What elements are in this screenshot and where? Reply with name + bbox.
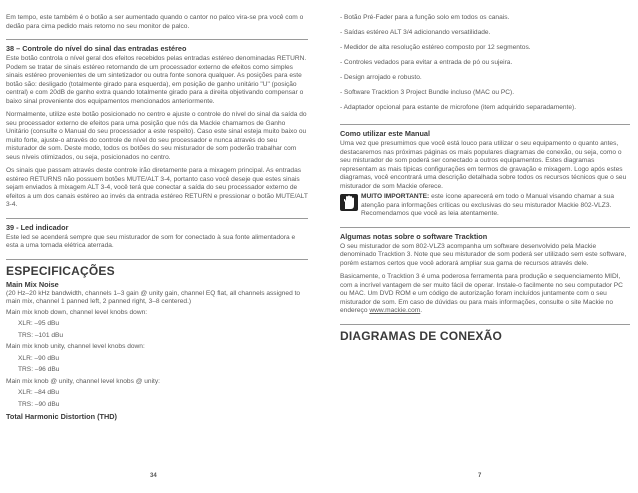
- important-note-label: MUITO IMPORTANTE:: [361, 193, 430, 200]
- page-number-left: 34: [150, 473, 157, 479]
- feature-item: - Adaptador opcional para estante de microfone (item adquirido separadamente).: [340, 104, 577, 111]
- section-divider: [340, 124, 630, 125]
- hand-icon: [340, 194, 358, 211]
- tracktion-section-title: Algumas notas sobre o software Tracktion: [340, 231, 488, 241]
- thd-title: Total Harmonic Distortion (THD): [6, 412, 117, 421]
- feature-item: - Medidor de alta resolução estéreo composto por 12 segmentos.: [340, 44, 531, 51]
- section-39-title: 39 - Led indicador: [6, 222, 69, 232]
- section-39-paragraph: Este led se acenderá sempre que seu misturador de som for conectado à sua fonte alimentadora e esta a uma tomada elétrica aterrada.: [6, 233, 296, 249]
- main-mix-noise-title: Main Mix Noise: [6, 279, 59, 289]
- spec-line: Main mix knob down, channel level knobs down:: [6, 308, 148, 316]
- left-column: [6, 14, 308, 422]
- feature-item: - Botão Pré-Fader para a função solo em todos os canais.: [340, 14, 510, 21]
- important-note-text: [361, 193, 630, 219]
- important-note-body: este ícone aparecerá em todo o Manual visando chamar a sua atenção para informações críticas ou exclusivas do seu misturador Mackie 802-VLZ3. Recomendamos que você as leia atentamente.: [361, 193, 615, 217]
- section-38-paragraph-1: Este botão controla o nível geral dos efeitos recebidos pelas entradas estéreo denominadas RETURN. Podem se tratar de sinais estéreo retornando de um processador externo de efeitos como simples sinais estéreo provenientes de um sintetizador ou outra fonte sonora qualquer. As posições para este botão são: desligado (totalmente girado para esquerda), em posição de ganho unitário "U" (posição central) e com 20dB de ganho extra quando totalmente girado para a direita objetivando compensar o baixo sinal proveniente dos equipamentos mencionados anteriormente.: [6, 55, 307, 105]
- feature-item: - Software Tracktion 3 Project Bundle incluso (MAC ou PC).: [340, 89, 515, 96]
- feature-list: [340, 14, 630, 113]
- feature-item: - Saídas estéreo ALT 3/4 adicionando versatilidade.: [340, 29, 491, 36]
- spec-value-trs: TRS: –90 dBu: [18, 400, 60, 408]
- tracktion-paragraph-2-end: .: [420, 307, 423, 314]
- section-38-paragraph-2: Normalmente, utilize este botão posicionado no centro e ajuste o controle do nível do sinal da saída do seu processador externo de efeitos para uma posição que nós da Mackie chamamos de Ganho Unitário (consulte o Manual do seu processador a este respeito). Caso este sinal esteja muito baixo ou muito forte, ajuste-o através do controle de nível do seu processador e nunca através do seu misturador de som. Deste modo, todos os botões do seu misturador de som poderão trabalhar com seus níveis otimizados, ou seja, posicionados no centro.: [6, 111, 307, 161]
- manual-paragraph: Uma vez que presumimos que você está louco para utilizar o seu equipamento o quanto antes, destacaremos nas próximas páginas os mais populares diagramas de conexão, ou seja, como o seu misturador de som poderá ser conectado a outros equipamentos. Estes diagramas representam as mais típicas configurações em termos de gravação e mixagem. Logo após estes diagramas, você encontrará uma descrição detalhada sobre todos os recursos técnicos que o seu misturador de som Mackie oferece.: [340, 140, 627, 190]
- tracktion-paragraph-1: O seu misturador de som 802-VLZ3 acompanha um software desenvolvido pela Mackie denominado Tracktion 3. Note que seu misturador de som poderá ser utilizado sem este software, porém estamos certos que você adorará ampliar sua gama de recursos através dele.: [340, 242, 627, 267]
- important-note: [340, 193, 630, 219]
- connection-diagrams-heading: DIAGRAMAS DE CONEXÃO: [340, 328, 503, 343]
- spec-value-trs: TRS: –96 dBu: [18, 366, 60, 373]
- section-divider: [340, 227, 630, 228]
- tracktion-paragraph-2: [340, 273, 630, 316]
- spec-line: Main mix knob @ unity, channel level knobs @ unity:: [6, 377, 161, 385]
- intro-paragraph: Em tempo, este também é o botão a ser aumentado quando o cantor no palco vira-se pra você com o dedão para cima pedido mais retorno no seu monitor de palco.: [6, 14, 304, 30]
- section-divider: [6, 39, 308, 40]
- main-mix-noise-description: (20 Hz–20 kHz bandwidth, channels 1–3 gain @ unity gain, channel EQ flat, all channels assigned to main mix, channel 1 panned left, 2 panned right, 3–8 centered.): [6, 289, 301, 305]
- right-column: [340, 14, 630, 343]
- section-divider: [6, 259, 308, 260]
- feature-item: - Design arrojado e robusto.: [340, 74, 422, 81]
- spec-value-xlr: XLR: –90 dBu: [18, 354, 60, 362]
- spec-value-trs: TRS: –101 dBu: [18, 331, 64, 339]
- specifications-heading: ESPECIFICAÇÕES: [6, 263, 115, 278]
- spec-line: Main mix knob unity, channel level knobs down:: [6, 343, 145, 350]
- tracktion-paragraph-2-text: Basicamente, o Tracktion 3 é uma poderosa ferramenta para produção e sequenciamento MIDI, com a incrível vantagem de ser muito fácil de operar. Instale-o facilmente no seu computador PC ou MAC. Um DVD ROM e um código de autorização foram incluídos juntamente com o seu misturador de som. Em caso de dúvidas ou para mais informações, consulte o site Mackie no endereço: [340, 273, 623, 314]
- section-38-title: 38 – Controle do nível do sinal das entradas estéreo: [6, 44, 187, 53]
- page-number-right: 7: [478, 473, 482, 479]
- mackie-website-link[interactable]: www.mackie.com: [369, 307, 421, 314]
- spec-value-xlr: XLR: –84 dBu: [18, 389, 60, 396]
- section-divider: [340, 324, 630, 325]
- manual-section-title: Como utilizar este Manual: [340, 129, 431, 138]
- feature-item: - Controles vedados para evitar a entrada de pó ou sujeira.: [340, 59, 513, 66]
- section-38-paragraph-3: Os sinais que passam através deste controle irão diretamente para a mixagem principal. As entradas estéreo RETURNS não possuem botões MUTE/ALT 3-4, portanto caso você deseje que estes sinais sejam enviados à mixagem ALT 3-4, você terá que conectar a saída do seu processador externo de efeitos a um dos canais estéreo ao invés da entrada estéreo RETURN e pressionar o botão MUTE/ALT 3-4.: [6, 167, 308, 208]
- section-divider: [6, 218, 308, 219]
- spec-value-xlr: XLR: –95 dBu: [18, 320, 60, 327]
